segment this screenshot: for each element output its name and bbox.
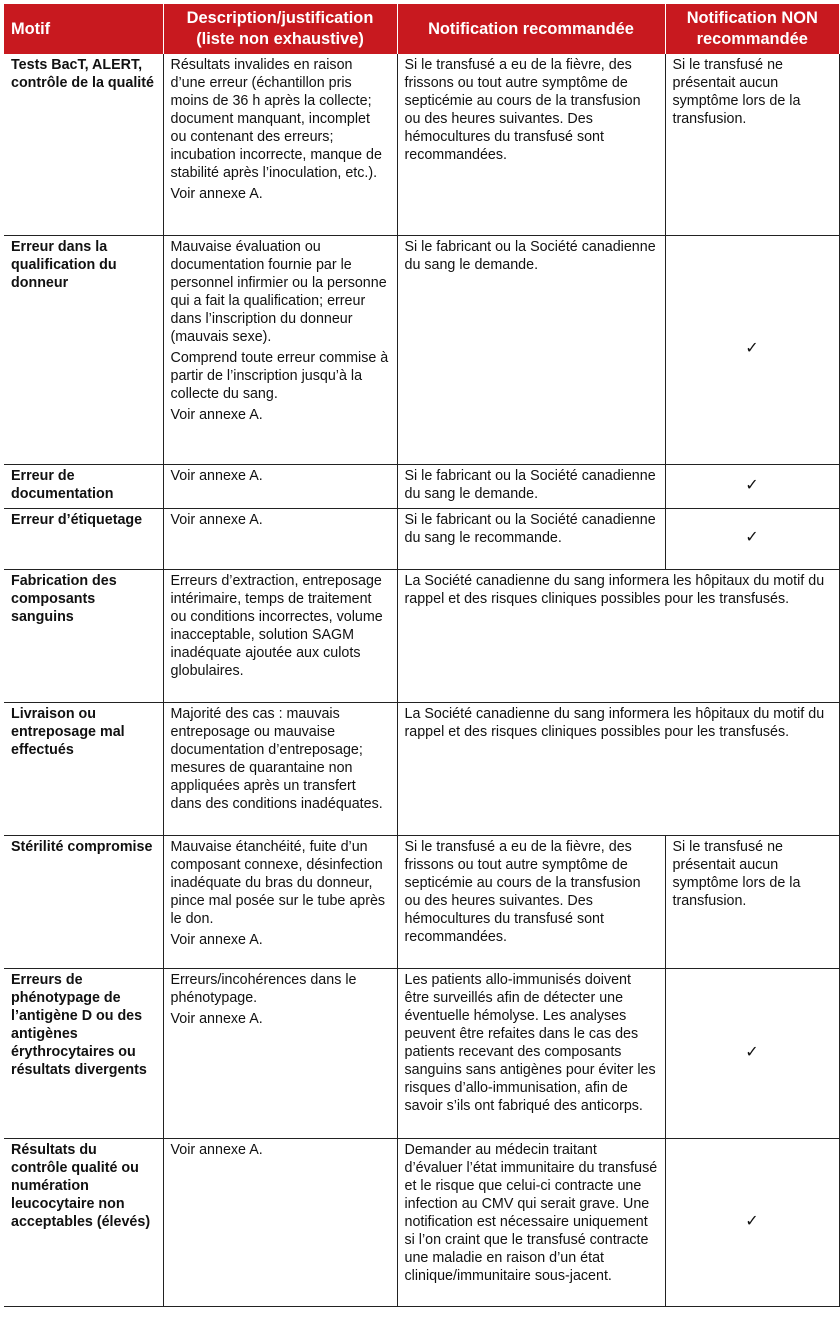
row-recommended: Si le fabricant ou la Société canadienne du sang le recommande.: [397, 508, 665, 569]
description-paragraph: Résultats invalides en raison d’une erreur (échantillon pris moins de 36 h après la collecte; document manquant, incomplet ou contenant des erreurs; incubation incorrecte, manque de stabilité après l’inoculation, etc.).: [170, 57, 382, 181]
description-paragraph: Voir annexe A.: [170, 467, 263, 484]
description-paragraph: Voir annexe A.: [170, 511, 263, 528]
table-row: [4, 569, 839, 702]
row-motif: Erreur d’étiquetage: [4, 508, 163, 569]
row-recommended: Si le transfusé a eu de la fièvre, des frissons ou tout autre symptôme de septicémie au cours de la transfusion ou des heures suivantes. Des hémocultures du transfusé sont recommandées.: [397, 54, 665, 235]
description-paragraph: Erreurs/incohérences dans le phénotypage.: [170, 971, 357, 1006]
table-row: [4, 464, 839, 508]
description-paragraph: Voir annexe A.: [170, 1010, 263, 1027]
row-recommended: Si le fabricant ou la Société canadienne du sang le demande.: [397, 464, 665, 508]
table-row: [4, 235, 839, 464]
table-row: [4, 968, 839, 1138]
row-recommended: Si le fabricant ou la Société canadienne du sang le demande.: [397, 235, 665, 464]
row-motif: Stérilité compromise: [4, 835, 163, 968]
description-paragraph: Mauvaise étanchéité, fuite d’un composant connexe, désinfection inadéquate du bras du donneur, pince mal posée sur le tube après le don.: [170, 838, 386, 927]
row-description: [163, 464, 397, 508]
row-recommended: Si le transfusé a eu de la fièvre, des frissons ou tout autre symptôme de septicémie au cours de la transfusion ou des heures suivantes. Des hémocultures du transfusé sont recommandées.: [397, 835, 665, 968]
check-mark-icon: ✓: [665, 235, 839, 464]
row-merged-notification: La Société canadienne du sang informera les hôpitaux du motif du rappel et des risques cliniques possibles pour les transfusés.: [397, 702, 839, 835]
row-description: [163, 508, 397, 569]
header-description: Description/justification (liste non exhaustive): [163, 4, 397, 54]
notification-table: [4, 4, 840, 1307]
row-motif: Erreurs de phénotypage de l’antigène D ou des antigènes érythrocytaires ou résultats divergents: [4, 968, 163, 1138]
description-paragraph: Voir annexe A.: [170, 406, 263, 423]
row-description: [163, 569, 397, 702]
row-not-recommended: Si le transfusé ne présentait aucun symptôme lors de la transfusion.: [665, 54, 839, 235]
table-row: [4, 54, 839, 235]
header-not-recommended: Notification NON recommandée: [665, 4, 839, 54]
row-description: [163, 235, 397, 464]
row-motif: Livraison ou entreposage mal effectués: [4, 702, 163, 835]
row-recommended: Demander au médecin traitant d’évaluer l’état immunitaire du transfusé et le risque que celui-ci contracte une infection au CMV qui serait grave. Une notification est nécessaire uniquement si l’on craint que le transfusé contracte une maladie en raison d’un état clinique/immunitaire sous-jacent.: [397, 1138, 665, 1306]
description-paragraph: Comprend toute erreur commise à partir de l’inscription jusqu’à la collecte du sang.: [170, 349, 389, 402]
description-paragraph: Mauvaise évaluation ou documentation fournie par le personnel infirmier ou la personne qui a fait la qualification; erreur dans l’inscription du donneur (mauvais sexe).: [170, 238, 387, 345]
check-mark-icon: ✓: [665, 464, 839, 508]
description-paragraph: Voir annexe A.: [170, 186, 263, 202]
header-row: [4, 4, 839, 54]
table-row: [4, 702, 839, 835]
row-motif: Fabrication des composants sanguins: [4, 569, 163, 702]
row-motif: Résultats du contrôle qualité ou numération leucocytaire non acceptables (élevés): [4, 1138, 163, 1306]
header-recommended: Notification recommandée: [397, 4, 665, 54]
row-motif: Erreur de documentation: [4, 464, 163, 508]
recall-notification-table: [4, 4, 839, 1307]
row-recommended: Les patients allo-immunisés doivent être surveillés afin de détecter une éventuelle hémolyse. Les analyses peuvent être refaites dans le cas des patients recevant des composants sanguins sans antigènes pour éviter les risques d’allo-immunisation, afin de savoir s’ils ont fabriqué des anticorps.: [397, 968, 665, 1138]
description-paragraph: Voir annexe A.: [170, 931, 263, 948]
row-description: [163, 1138, 397, 1306]
table-row: [4, 1138, 839, 1306]
row-not-recommended: Si le transfusé ne présentait aucun symptôme lors de la transfusion.: [665, 835, 839, 968]
row-description: [163, 835, 397, 968]
row-motif: Erreur dans la qualification du donneur: [4, 235, 163, 464]
row-description: [163, 702, 397, 835]
row-description: [163, 968, 397, 1138]
table-row: [4, 508, 839, 569]
table-row: [4, 835, 839, 968]
row-merged-notification: La Société canadienne du sang informera les hôpitaux du motif du rappel et des risques cliniques possibles pour les transfusés.: [397, 569, 839, 702]
description-paragraph: Erreurs d’extraction, entreposage intérimaire, temps de traitement ou conditions incorrectes, volume inacceptable, solution SAGM inadéquate ajoutée aux culots globulaires.: [170, 572, 383, 679]
check-mark-icon: ✓: [665, 1138, 839, 1306]
row-description: [163, 54, 397, 235]
description-paragraph: Majorité des cas : mauvais entreposage ou mauvaise documentation d’entreposage; mesures de quarantaine non appliquées après un transfert dans des conditions inadéquates.: [170, 705, 383, 812]
check-mark-icon: ✓: [665, 968, 839, 1138]
header-motif: Motif: [4, 4, 163, 54]
row-motif: Tests BacT, ALERT, contrôle de la qualité: [4, 54, 163, 235]
check-mark-icon: ✓: [665, 508, 839, 569]
description-paragraph: Voir annexe A.: [170, 1141, 263, 1158]
